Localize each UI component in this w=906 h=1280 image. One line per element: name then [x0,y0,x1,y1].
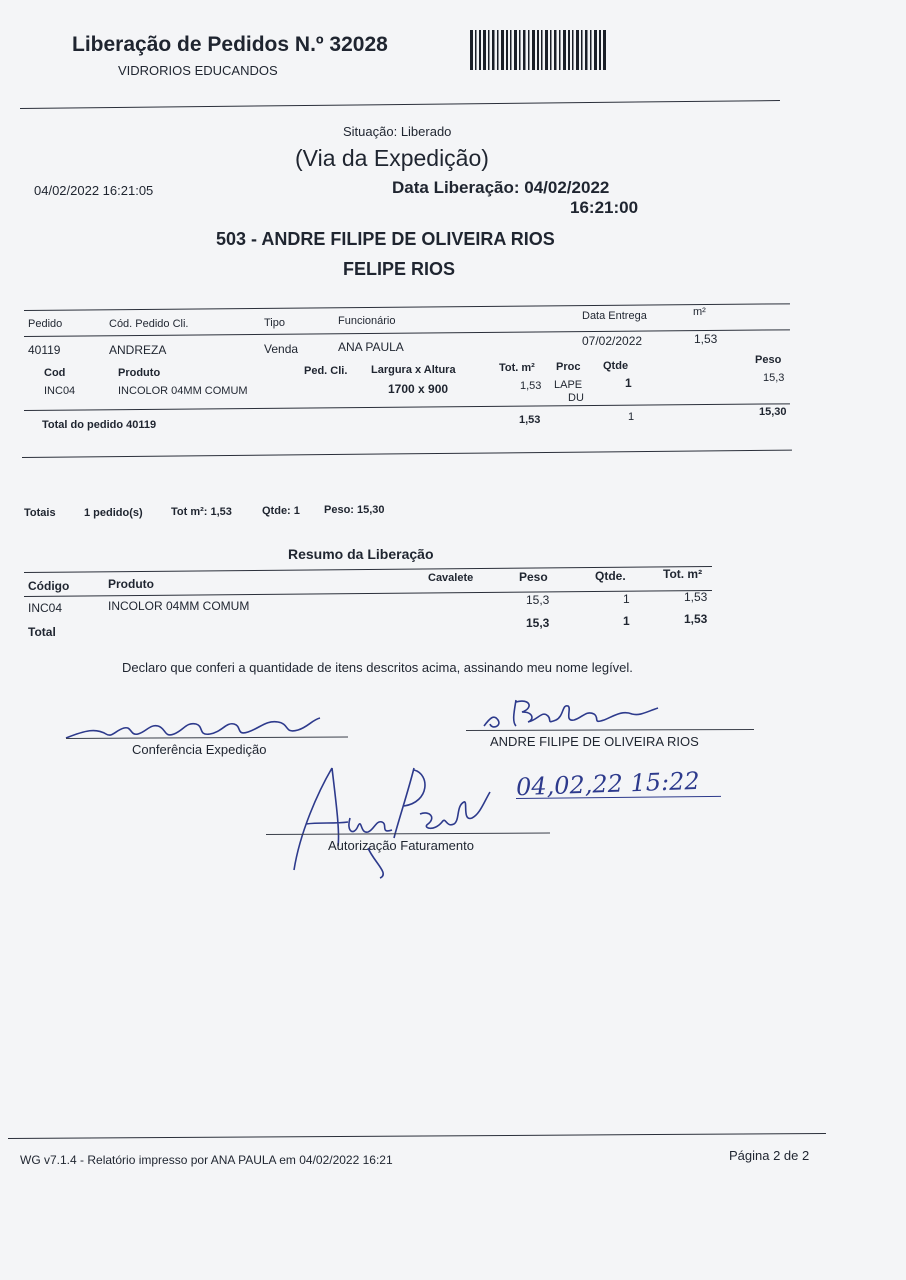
item-col-peso: Peso [755,354,782,366]
item-col-proc: Proc [556,361,581,373]
item-dimensions: 1700 x 900 [388,382,449,396]
item-col-produto: Produto [118,367,161,379]
order-total-qtde: 1 [628,411,635,423]
client-alias: FELIPE RIOS [343,259,456,279]
resumo-col-codigo: Código [28,579,70,593]
col-m2: m² [693,306,706,318]
col-cod-pedido-cli: Cód. Pedido Cli. [109,318,189,330]
resumo-row-qtde: 1 [623,592,630,606]
totals-peso: Peso: 15,30 [324,504,385,516]
document-title: Liberação de Pedidos N.º 32028 [72,33,388,56]
resumo-row-peso: 15,3 [526,593,550,607]
via-title: (Via da Expedição) [295,145,489,171]
autorizacao-label: Autorização Faturamento [328,838,474,853]
situacao-text: Situação: Liberado [343,124,452,139]
order-item-line [24,403,790,411]
resumo-col-peso: Peso [519,570,548,584]
col-data-entrega: Data Entrega [582,310,647,322]
order-total-label: Total do pedido 40119 [42,419,157,431]
resumo-total-tot-m2: 1,53 [684,612,708,626]
item-col-largura-altura: Largura x Altura [371,364,456,376]
totals-pedidos: 1 pedido(s) [84,507,143,519]
resumo-title: Resumo da Liberação [288,546,434,562]
col-tipo: Tipo [264,317,285,329]
resumo-total-label: Total [28,625,56,639]
company-name: VIDRORIOS EDUCANDOS [118,63,278,78]
cliente-label: ANDRE FILIPE DE OLIVEIRA RIOS [490,734,699,749]
data-liberacao: Data Liberação: 04/02/2022 [392,178,610,197]
item-proc-line1: LAPE [554,379,583,391]
order-m2: 1,53 [694,332,718,346]
order-header-line [24,329,790,337]
order-top-line [24,303,790,311]
order-pedido: 40119 [28,343,61,357]
item-col-ped-cli: Ped. Cli. [304,365,348,377]
printed-datetime: 04/02/2022 16:21:05 [34,183,154,198]
resumo-total-qtde: 1 [623,614,630,628]
order-data-entrega: 07/02/2022 [582,334,643,348]
footer-page-number: Página 2 de 2 [729,1148,810,1163]
col-pedido: Pedido [28,318,63,330]
col-funcionario: Funcionário [338,315,396,327]
item-col-tot-m2: Tot. m² [499,362,535,374]
header-divider [20,100,780,109]
resumo-header-line [24,590,712,597]
item-tot-m2: 1,53 [520,380,542,392]
order-cod-pedido-cli: ANDREZA [109,343,167,357]
totals-tot-m2: Tot m²: 1,53 [171,506,232,518]
order-total-peso: 15,30 [759,406,787,418]
footer-line [8,1133,826,1139]
item-col-qtde: Qtde [603,360,629,372]
order-tipo: Venda [264,342,299,356]
footer-printed-by: WG v7.1.4 - Relatório impresso por ANA PAULA em 04/02/2022 16:21 [20,1153,393,1167]
resumo-row-tot-m2: 1,53 [684,590,708,604]
resumo-col-produto: Produto [108,577,154,591]
item-peso: 15,3 [763,372,785,384]
totals-label: Totais [24,507,56,519]
item-col-cod: Cod [44,367,66,379]
resumo-col-tot-m2: Tot. m² [663,567,703,581]
order-total-m2: 1,53 [519,414,541,426]
conferencia-label: Conferência Expedição [132,742,267,757]
item-cod: INC04 [44,385,76,397]
resumo-row-codigo: INC04 [28,601,63,615]
resumo-col-qtde: Qtde. [595,569,626,583]
item-produto: INCOLOR 04MM COMUM [118,385,248,397]
handwritten-date: 04,02,22 15:22 [515,766,701,802]
resumo-total-peso: 15,3 [526,616,550,630]
client-name: 503 - ANDRE FILIPE DE OLIVEIRA RIOS [216,229,555,249]
resumo-row-produto: INCOLOR 04MM COMUM [108,599,250,613]
order-funcionario: ANA PAULA [338,340,404,354]
totals-qtde: Qtde: 1 [262,505,300,517]
item-qtde: 1 [625,376,632,390]
autorizacao-signature [270,762,500,887]
barcode [470,30,606,75]
order-bottom-line [22,450,792,458]
resumo-col-cavalete: Cavalete [428,572,474,584]
item-proc-line2: DU [568,392,584,404]
data-liberacao-time: 16:21:00 [570,198,639,217]
declaration-text: Declaro que conferi a quantidade de itens descritos acima, assinando meu nome legível. [122,660,633,675]
